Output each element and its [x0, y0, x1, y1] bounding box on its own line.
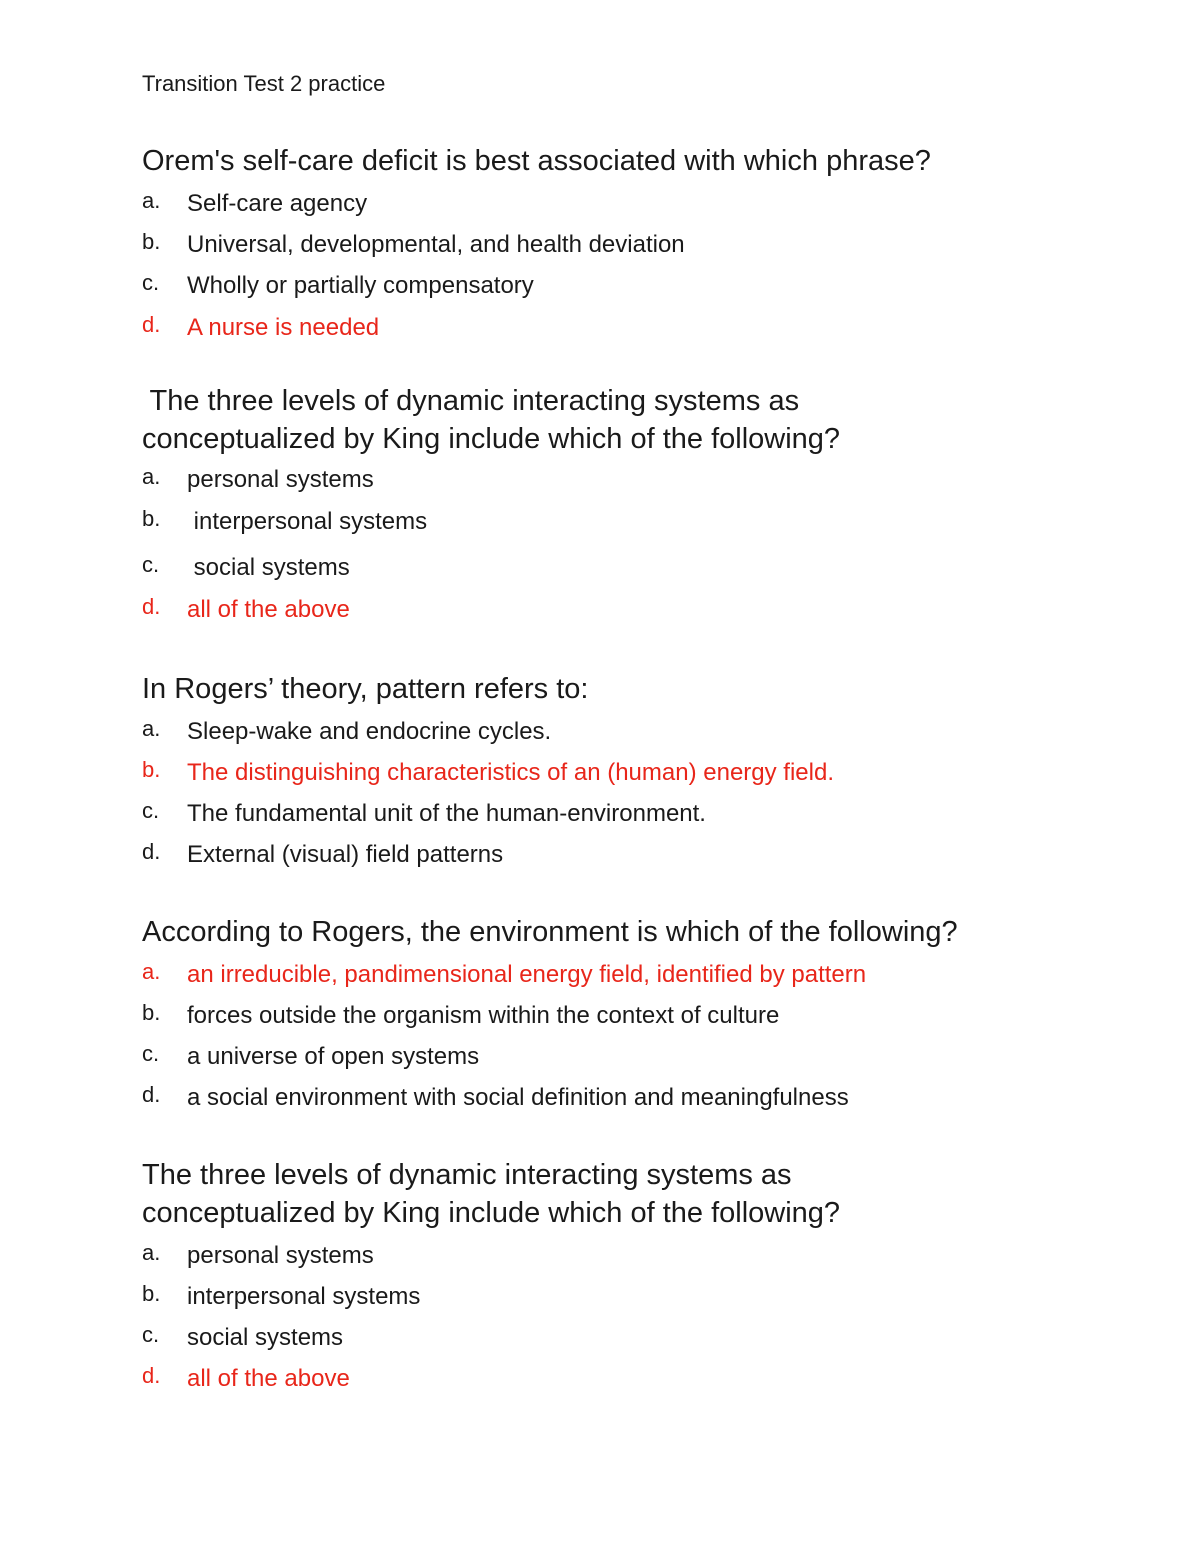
option-letter: b. — [142, 506, 161, 531]
option-text: Wholly or partially compensatory — [187, 272, 534, 299]
question-text: In Rogers’ theory, pattern refers to: — [142, 673, 589, 705]
option-text: personal systems — [187, 1242, 374, 1269]
option-text: all of the above — [187, 1365, 350, 1392]
question-text-line-1: The three levels of dynamic interacting systems as — [142, 1159, 792, 1191]
option-letter: d. — [142, 594, 161, 619]
option-text: a social environment with social definition and meaningfulness — [187, 1084, 849, 1111]
option-text: A nurse is needed — [187, 314, 380, 341]
option-text: External (visual) field patterns — [187, 841, 504, 868]
option-letter: a. — [142, 716, 161, 741]
question-4 — [142, 913, 1102, 1111]
option-letter: c. — [142, 798, 160, 823]
option-text: an irreducible, pandimensional energy field, identified by pattern — [187, 961, 867, 988]
document-title: Transition Test 2 practice — [142, 71, 386, 96]
option-text: forces outside the organism within the context of culture — [187, 1002, 780, 1029]
option-letter: b. — [142, 229, 161, 254]
option-letter: b. — [142, 1000, 161, 1025]
question-2 — [142, 382, 1102, 623]
option-text: interpersonal systems — [187, 1283, 421, 1310]
option-text: all of the above — [187, 596, 350, 623]
question-text-line-2: conceptualized by King include which of the following? — [142, 423, 841, 455]
option-letter: c. — [142, 270, 160, 295]
option-letter: b. — [142, 757, 161, 782]
option-text: social systems — [187, 554, 350, 581]
question-text-line-2: conceptualized by King include which of the following? — [142, 1197, 841, 1229]
option-letter: b. — [142, 1281, 161, 1306]
option-text: Sleep-wake and endocrine cycles. — [187, 718, 552, 745]
question-text: According to Rogers, the environment is which of the following? — [142, 916, 958, 948]
question-3 — [142, 670, 1102, 868]
question-1 — [142, 142, 1102, 341]
option-letter: a. — [142, 464, 161, 489]
option-text: social systems — [187, 1324, 344, 1351]
option-text: Self-care agency — [187, 190, 368, 217]
option-letter: c. — [142, 1322, 160, 1347]
option-text: a universe of open systems — [187, 1043, 480, 1070]
question-5 — [142, 1156, 1102, 1392]
option-text: Universal, developmental, and health deviation — [187, 231, 685, 258]
option-text: personal systems — [187, 466, 374, 493]
option-letter: d. — [142, 839, 161, 864]
option-letter: a. — [142, 1240, 161, 1265]
option-letter: a. — [142, 959, 161, 984]
option-letter: a. — [142, 188, 161, 213]
option-text: interpersonal systems — [187, 508, 428, 535]
option-letter: d. — [142, 1082, 161, 1107]
question-text-line-1: The three levels of dynamic interacting systems as — [142, 385, 800, 417]
option-text: The distinguishing characteristics of an (human) energy field. — [187, 759, 834, 786]
option-letter: d. — [142, 1363, 161, 1388]
question-text: Orem's self-care deficit is best associated with which phrase? — [142, 145, 931, 177]
option-letter: c. — [142, 1041, 160, 1066]
option-letter: c. — [142, 552, 160, 577]
option-text: The fundamental unit of the human-environment. — [187, 800, 706, 827]
option-letter: d. — [142, 312, 161, 337]
